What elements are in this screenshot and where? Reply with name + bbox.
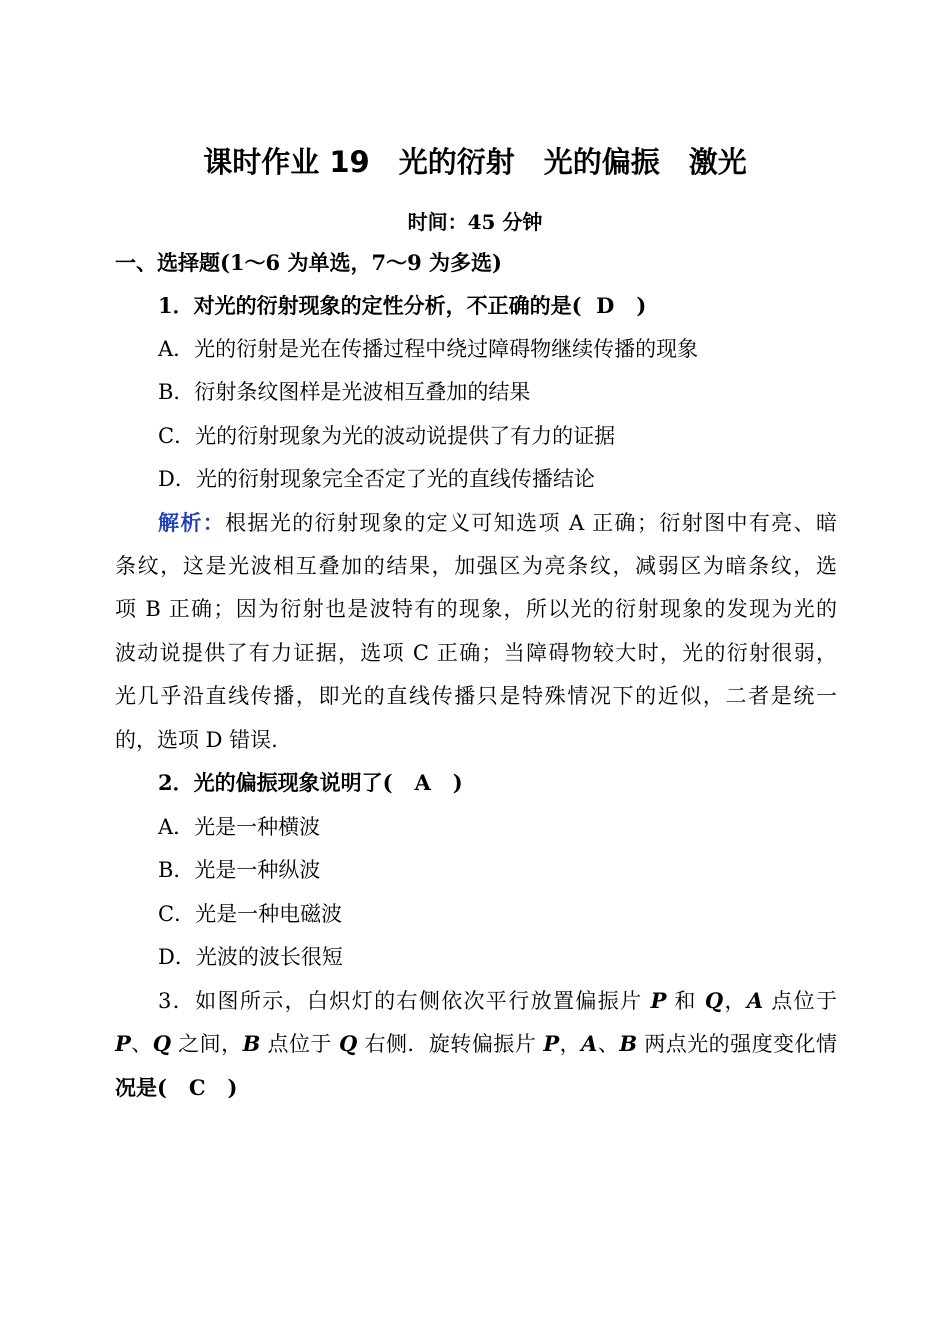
question-3-line-2: P、Q 之间，B 点位于 Q 右侧．旋转偏振片 P，A、B 两点光的强度变化情 (115, 1031, 837, 1056)
time-limit: 时间：45 分钟 (407, 210, 543, 234)
question-1-answer: D (596, 293, 615, 318)
question-2-option-c: C．光是一种电磁波 (158, 902, 343, 926)
analysis-line-1 (158, 508, 837, 538)
question-1-option-d: D．光的衍射现象完全否定了光的直线传播结论 (158, 467, 595, 491)
question-2-text: 2．光的偏振现象说明了( (158, 770, 393, 795)
question-3-text-end: 况是( (115, 1075, 167, 1100)
question-2-option-a: A．光是一种横波 (158, 815, 321, 839)
analysis-label: 解析： (158, 511, 226, 535)
analysis-line-4: 波动说提供了有力证据，选项 C 正确；当障碍物较大时，光的衍射很弱， (115, 641, 837, 665)
question-2-option-b: B．光是一种纵波 (158, 858, 321, 882)
question-2-close: ) (452, 770, 463, 795)
question-3-close: ) (227, 1075, 238, 1100)
question-1-text: 1．对光的衍射现象的定性分析，不正确的是( (158, 293, 582, 318)
question-2-option-d: D．光波的波长很短 (158, 945, 343, 969)
analysis-text-1: 根据光的衍射现象的定义可知选项 A 正确；衍射图中有亮、暗 (225, 511, 838, 535)
analysis-line-5: 光几乎沿直线传播，即光的直线传播只是特殊情况下的近似，二者是统一 (115, 684, 837, 708)
question-1-option-a: A．光的衍射是光在传播过程中绕过障碍物继续传播的现象 (158, 337, 699, 361)
question-1-stem (158, 291, 837, 321)
analysis-line-3: 项 B 正确；因为衍射也是波特有的现象，所以光的衍射现象的发现为光的 (115, 597, 837, 621)
section-heading: 一、选择题(1～6 为单选，7～9 为多选) (115, 250, 502, 275)
question-2-answer: A (414, 770, 431, 795)
question-1-close: ) (636, 293, 647, 318)
analysis-line-6: 的，选项 D 错误. (115, 728, 278, 752)
question-1-option-b: B．衍射条纹图样是光波相互叠加的结果 (158, 380, 531, 404)
page-title: 课时作业 19 光的衍射 光的偏振 激光 (203, 145, 747, 179)
question-1-option-c: C．光的衍射现象为光的波动说提供了有力的证据 (158, 424, 616, 448)
analysis-line-2: 条纹，这是光波相互叠加的结果，加强区为亮条纹，减弱区为暗条纹，选 (115, 554, 837, 578)
question-3-answer: C (188, 1075, 206, 1100)
question-2-stem (158, 768, 837, 798)
question-3-line-3 (115, 1073, 837, 1103)
question-3-line-1: 3．如图所示，白炽灯的右侧依次平行放置偏振片 P 和 Q，A 点位于 (158, 988, 837, 1013)
